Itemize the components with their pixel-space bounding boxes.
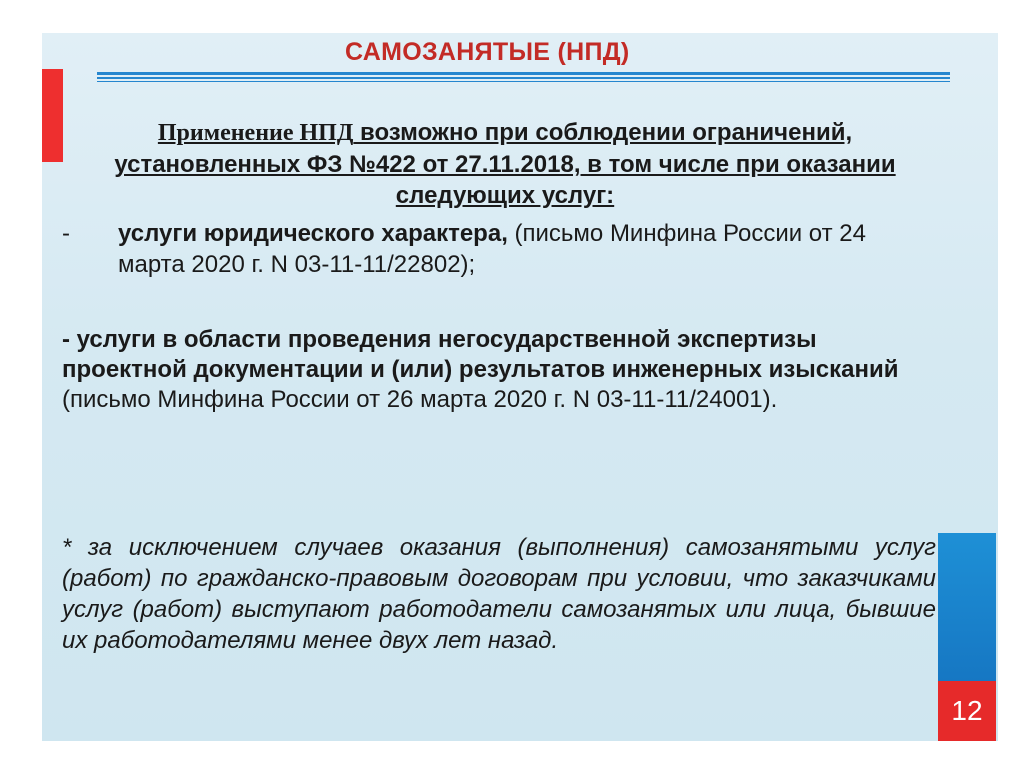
slide-title: САМОЗАНЯТЫЕ (НПД)	[345, 38, 630, 66]
list-item-text: (письмо Минфина России от 26 марта 2020 г. N 03-11-11/24001).	[62, 386, 778, 413]
title-underline	[97, 72, 950, 75]
list-item-bold: услуги юридического характера,	[118, 220, 508, 247]
list-item	[62, 218, 932, 280]
list-item-text: (письмо Минфина России от 24 марта 2020 г. N 03-11-11/22802);	[118, 220, 866, 278]
footnote: * за исключением случаев оказания (выполнения) самозанятыми услуг (работ) по гражданско-правовым договорам при условии, что заказчиками услуг (работ) выступают работодатели самозанятых или лица, бывшие их работодателями менее двух лет назад.	[62, 534, 936, 654]
left-accent-bar	[42, 69, 63, 162]
intro-serif-text: Применение НПД	[157, 120, 354, 146]
title-underline	[97, 81, 950, 82]
title-underline	[97, 77, 950, 79]
right-blue-accent	[938, 533, 996, 681]
intro-text: возможно при соблюдении ограничений, установленных ФЗ №422 от 27.11.2018, в том числе при оказании следующих услуг:	[114, 119, 896, 209]
list-item	[62, 325, 928, 415]
intro-paragraph	[70, 117, 940, 211]
list-item-bold: - услуги в области проведения негосударственной экспертизы проектной документации и (или) результатов инженерных изысканий	[62, 326, 899, 383]
list-dash: -	[62, 220, 70, 247]
list-item-content	[118, 218, 932, 280]
page-number: 12	[951, 695, 983, 726]
